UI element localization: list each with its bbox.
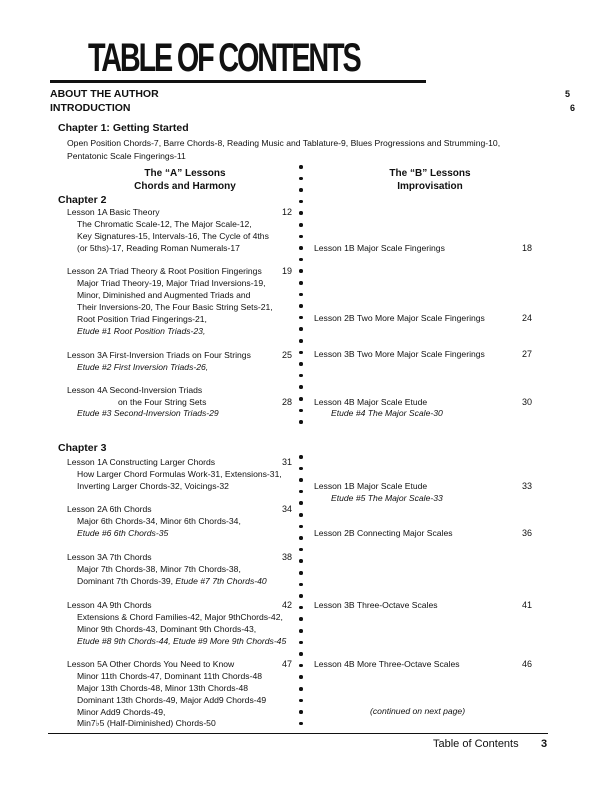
divider-dot	[299, 617, 303, 621]
page-number: 31	[281, 457, 292, 467]
page-number: 28	[281, 397, 292, 407]
divider-dot	[299, 583, 303, 587]
divider-dot	[299, 316, 303, 320]
chapter-1-line: Open Position Chords-7, Barre Chords-8, Reading Music and Tablature-9, Blues Progressions and Strumming-10,	[67, 138, 501, 148]
divider-dot	[299, 211, 303, 215]
lesson-topic: Minor 11th Chords-47, Dominant 11th Chords-48	[77, 671, 263, 681]
chapter-1-heading[interactable]: Chapter 1: Getting Started	[58, 122, 189, 134]
lesson-topic: Major 7th Chords-38, Minor 7th Chords-38,	[77, 564, 241, 574]
divider-dot	[299, 525, 303, 529]
b-lessons-title: The “B” Lessons	[389, 168, 471, 179]
lesson-title[interactable]: Lesson 3B Two More Major Scale Fingerings	[314, 349, 485, 359]
lesson-topic: Key Signatures-15, Intervals-16, The Cycle of 4ths	[77, 231, 269, 241]
lesson-topic: Min7♭5 (Half-Diminished) Chords-50	[77, 718, 216, 728]
lesson-title[interactable]: Lesson 4B Major Scale Etude	[314, 397, 428, 407]
divider-dot	[299, 258, 303, 262]
lesson-title[interactable]: Lesson 1A Basic Theory	[67, 207, 160, 217]
page-number: 41	[521, 600, 532, 610]
page-number: 34	[281, 504, 292, 514]
lesson-title[interactable]: Lesson 2A Triad Theory & Root Position Fingerings	[67, 266, 262, 276]
divider-dot	[299, 420, 303, 424]
divider-dot	[299, 606, 303, 610]
page-number: 42	[281, 600, 292, 610]
lesson-topic-text: Dominant 7th Chords-39,	[77, 576, 174, 586]
etude: Etude #5 The Major Scale-33	[331, 493, 443, 503]
divider-dot	[299, 478, 303, 482]
lesson-topic: Minor 9th Chords-43, Dominant 9th Chords-43,	[77, 624, 257, 634]
lesson-topic: Root Position Triad Fingerings-21,	[77, 314, 207, 324]
lesson-title-cont: on the Four String Sets	[118, 397, 207, 407]
divider-dot	[299, 281, 303, 285]
lesson-topic: Major 13th Chords-48, Minor 13th Chords-48	[77, 683, 249, 693]
toc-entry-introduction[interactable]: INTRODUCTION	[50, 102, 131, 114]
lesson-topic: Minor, Diminished and Augmented Triads and	[77, 290, 251, 300]
divider-dot	[299, 455, 303, 459]
page-number: 12	[281, 207, 292, 217]
divider-dot	[299, 409, 303, 413]
divider-dot	[299, 664, 303, 668]
toc-entry-about-author[interactable]: ABOUT THE AUTHOR	[50, 88, 159, 100]
continued-note: (continued on next page)	[370, 706, 466, 716]
lesson-title[interactable]: Lesson 4A 9th Chords	[67, 600, 152, 610]
divider-dot	[299, 594, 303, 598]
lesson-title[interactable]: Lesson 4B More Three-Octave Scales	[314, 659, 460, 669]
divider-dot	[299, 235, 303, 239]
chapter-2-heading[interactable]: Chapter 2	[58, 194, 107, 206]
chapter-3-heading[interactable]: Chapter 3	[58, 442, 107, 454]
footer-page-number: 3	[541, 738, 548, 750]
lesson-topic: Extensions & Chord Families-42, Major 9thChords-42,	[77, 612, 283, 622]
page-number: 19	[281, 266, 292, 276]
divider-dot	[299, 699, 303, 703]
divider-dot	[299, 200, 303, 204]
lesson-title[interactable]: Lesson 1B Major Scale Etude	[314, 481, 428, 491]
page-number: 38	[281, 552, 292, 562]
a-lessons-title: The “A” Lessons	[144, 168, 226, 179]
b-lessons-subtitle: Improvisation	[397, 181, 463, 192]
etude: Etude #2 First Inversion Triads-26,	[77, 362, 209, 372]
divider-dot	[299, 467, 303, 471]
a-lessons-subtitle: Chords and Harmony	[134, 181, 236, 192]
divider-dot	[299, 327, 303, 331]
etude: Etude #7 7th Chords-40	[175, 576, 267, 586]
divider-dot	[299, 246, 303, 250]
page-number: 27	[521, 349, 532, 359]
lesson-title[interactable]: Lesson 2B Connecting Major Scales	[314, 528, 453, 538]
divider-dot	[299, 722, 303, 726]
divider-dot	[299, 548, 303, 552]
lesson-title[interactable]: Lesson 2B Two More Major Scale Fingerings	[314, 313, 485, 323]
divider-dot	[299, 165, 303, 169]
divider-dot	[299, 536, 303, 540]
lesson-topic: Major Triad Theory-19, Major Triad Inversions-19,	[77, 278, 266, 288]
lesson-topic: Dominant 13th Chords-49, Major Add9 Chords-49	[77, 695, 267, 705]
lesson-topic	[77, 575, 267, 587]
footer-rule	[48, 733, 548, 734]
divider-dot	[299, 223, 303, 227]
lesson-topic: (or 5ths)-17, Reading Roman Numerals-17	[77, 243, 240, 253]
page-number: 33	[521, 481, 532, 491]
divider-dot	[299, 269, 303, 273]
lesson-title[interactable]: Lesson 1A Constructing Larger Chords	[67, 457, 216, 467]
divider-dot	[299, 374, 303, 378]
lesson-topic: Inverting Larger Chords-32, Voicings-32	[77, 481, 229, 491]
divider-dot	[299, 293, 303, 297]
divider-dot	[299, 710, 303, 714]
lesson-title[interactable]: Lesson 3B Three-Octave Scales	[314, 600, 438, 610]
page-number: 25	[281, 350, 292, 360]
page-number: 47	[281, 659, 292, 669]
chapter-1-line: Pentatonic Scale Fingerings-11	[67, 151, 186, 161]
divider-dot	[299, 641, 303, 645]
divider-dot	[299, 652, 303, 656]
divider-dot	[299, 687, 303, 691]
etude: Etude #4 The Major Scale-30	[331, 408, 443, 418]
divider-dot	[299, 675, 303, 679]
divider-dot	[299, 501, 303, 505]
lesson-topic: The Chromatic Scale-12, The Major Scale-12,	[77, 219, 252, 229]
divider-dot	[299, 571, 303, 575]
page-number: 18	[521, 243, 532, 253]
divider-dot	[299, 304, 303, 308]
footer-label: Table of Contents	[433, 738, 519, 750]
page-number: 5	[564, 89, 570, 99]
lesson-topic: Major 6th Chords-34, Minor 6th Chords-34,	[77, 516, 241, 526]
divider-dot	[299, 513, 303, 517]
page-number: 46	[521, 659, 532, 669]
lesson-topic: Minor Add9 Chords-49,	[77, 707, 166, 717]
divider-dot	[299, 177, 303, 181]
lesson-title[interactable]: Lesson 1B Major Scale Fingerings	[314, 243, 445, 253]
etude: Etude #6 6th Chords-35	[77, 528, 169, 538]
divider-dot	[299, 351, 303, 355]
divider-dot	[299, 629, 303, 633]
lesson-title[interactable]: Lesson 4A Second-Inversion Triads	[67, 385, 203, 395]
divider-dot	[299, 559, 303, 563]
divider-dot	[299, 188, 303, 192]
etude: Etude #3 Second-Inversion Triads-29	[77, 408, 219, 418]
lesson-title[interactable]: Lesson 2A 6th Chords	[67, 504, 152, 514]
divider-dot	[299, 490, 303, 494]
page-title: TABLE OF CONTENTS	[88, 36, 360, 80]
page-number: 24	[521, 313, 532, 323]
divider-dot	[299, 397, 303, 401]
lesson-topic: How Larger Chord Formulas Work-31, Extensions-31,	[77, 469, 282, 479]
divider-dot	[299, 385, 303, 389]
lesson-title[interactable]: Lesson 3A First-Inversion Triads on Four Strings	[67, 350, 251, 360]
lesson-title[interactable]: Lesson 5A Other Chords You Need to Know	[67, 659, 235, 669]
etude: Etude #1 Root Position Triads-23,	[77, 326, 206, 336]
divider-dot	[299, 362, 303, 366]
lesson-topic: Their Inversions-20, The Four Basic String Sets-21,	[77, 302, 273, 312]
etude: Etude #8 9th Chords-44, Etude #9 More 9th Chords-45	[77, 636, 287, 646]
divider-dot	[299, 339, 303, 343]
title-rule	[50, 80, 426, 83]
page-number: 36	[521, 528, 532, 538]
lesson-title[interactable]: Lesson 3A 7th Chords	[67, 552, 152, 562]
page-number: 30	[521, 397, 532, 407]
page-number: 6	[569, 103, 575, 113]
